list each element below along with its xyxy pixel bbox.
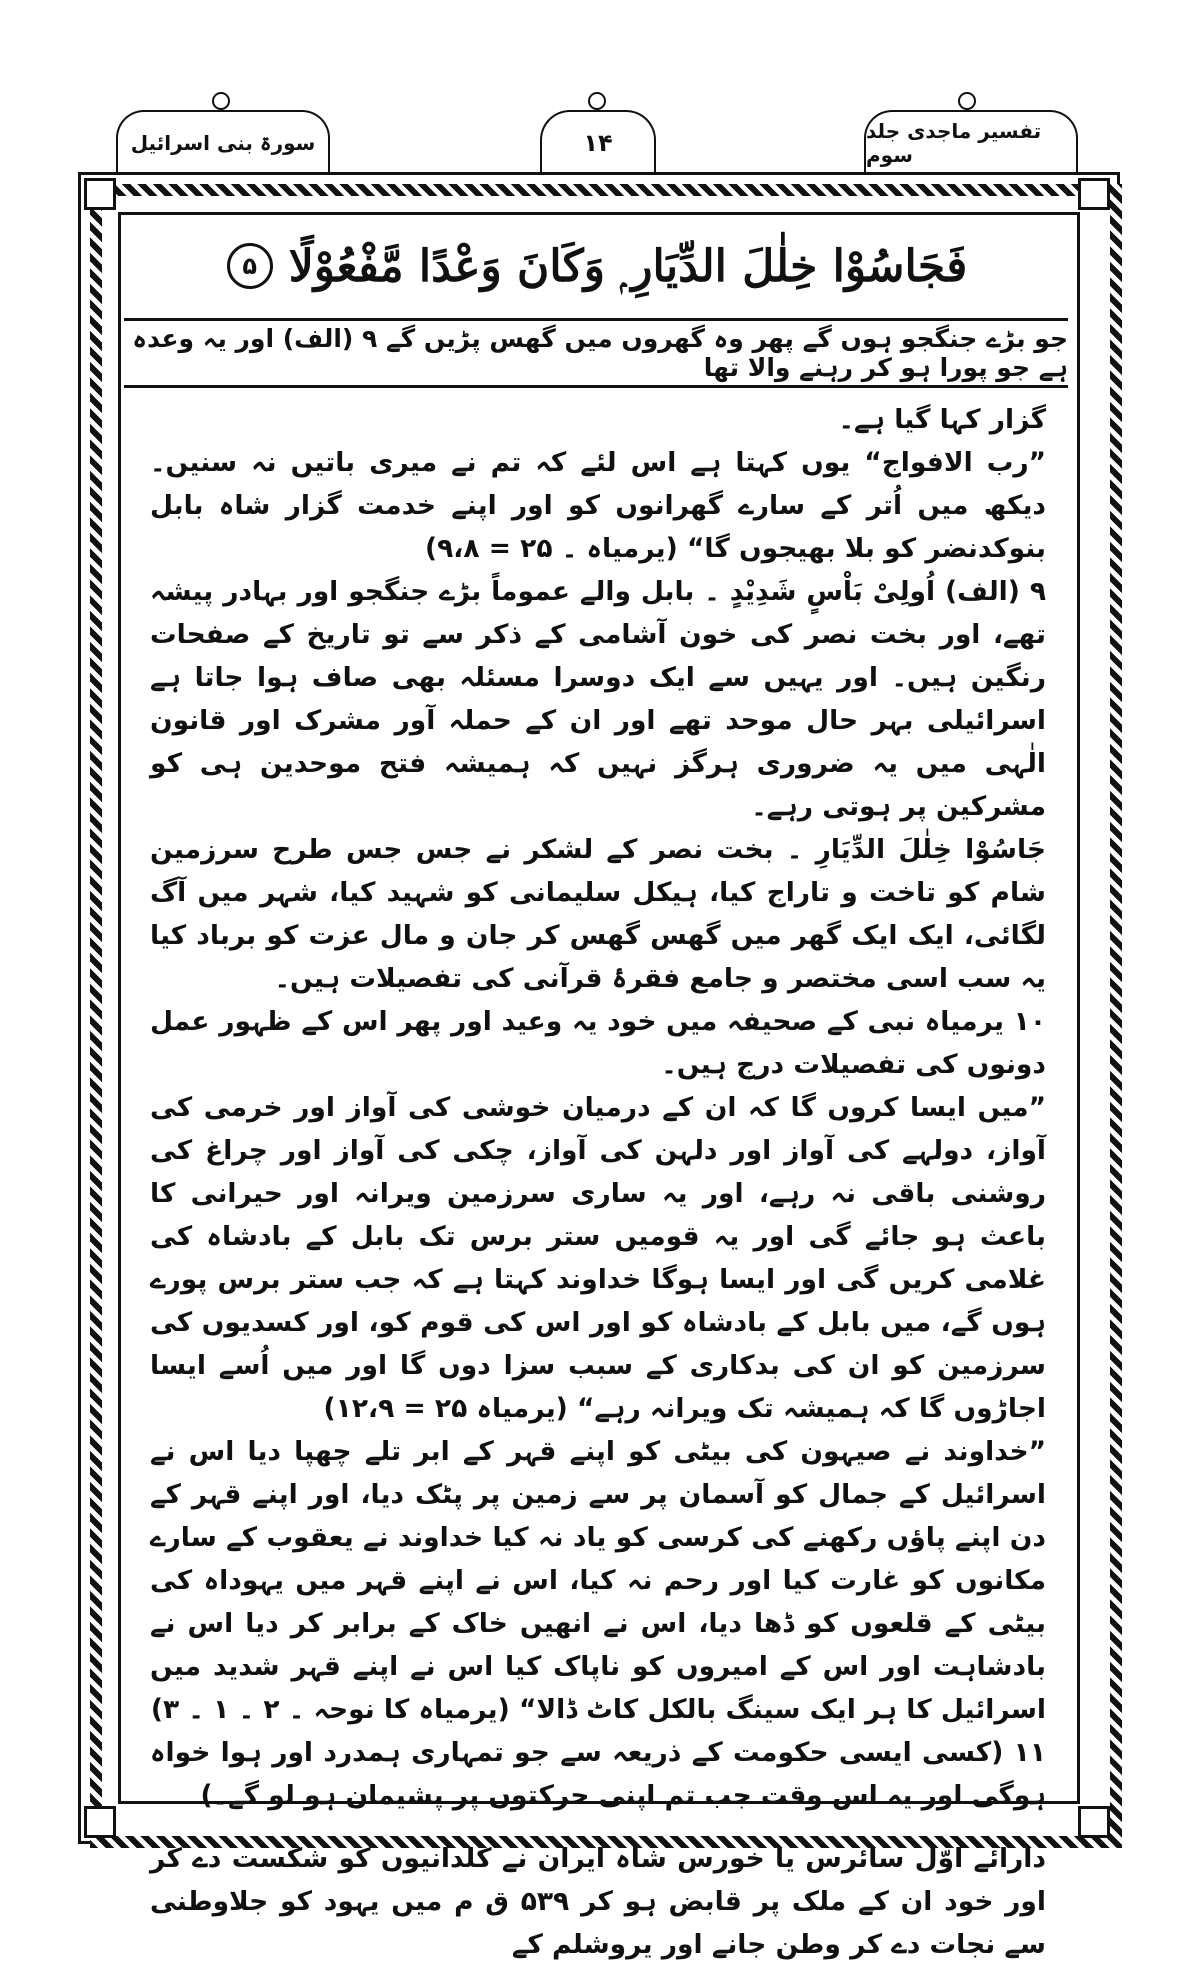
commentary <box>150 398 1046 1966</box>
verse-text: فَجَاسُوْا خِلٰلَ الدِّيَارِ ۭ وَكَانَ وَعْدًا مَّفْعُوْلًا <box>288 240 968 292</box>
commentary-paragraph: ”رب الافواج“ یوں کہتا ہے اس لئے کہ تم نے میری باتیں نہ سنیں۔ دیکھ میں اُتر کے سارے گھرانوں کو اور اپنے خدمت گزار شاہ بابل بنوکدنضر کو بلا بھیجوں گا“ (یرمیاہ ۔ ۲۵ = ۹،۸) <box>150 447 1046 564</box>
paragraph-gap <box>150 1817 1046 1837</box>
header-ornament-center <box>588 92 606 110</box>
verse-translation <box>124 318 1068 388</box>
commentary-paragraph: ۹ (الف) اُولِیْ بَاْسٍ شَدِیْدٍ ۔ بابل والے عموماً بڑے جنگجو اور بہادر پیشہ تھے، اور بخت نصر کی خون آشامی کے ذکر سے تو تاریخ کے صفحات رنگین ہیں۔ اور یہیں سے ایک دوسرا مسئلہ بھی صاف ہوا جاتا ہے اسرائیلی بہر حال موحد تھے اور ان کے حملہ آور مشرک اور قانون الٰہی میں یہ ضروری ہرگز نہیں کہ ہمیشہ فتح موحدین ہی کو مشرکین پر ہوتی رہے۔ <box>150 576 1046 822</box>
header-book-title-text: تفسیر ماجدی جلد سوم <box>866 119 1042 167</box>
commentary-paragraph: ”میں ایسا کروں گا کہ ان کے درمیان خوشی کی آواز اور خرمی کی آواز، دولہے کی آواز اور دلہن کی آواز، چکی کی آواز اور چراغ کی روشنی باقی نہ رہے، اور یہ ساری سرزمین ویرانہ اور حیرانی کا باعث ہو جائے گی اور یہ قومیں ستر برس تک بابل کے بادشاہ کی غلامی کریں گی اور ایسا ہوگا خداوند کہتا ہے کہ جب ستر برس پورے ہوں گے، میں بابل کے بادشاہ کو اور اس کی قوم کو، اور کسدیوں کی سرزمین کو ان کی بدکاری کے سبب سزا دوں گا اور میں اُسے ایسا اجاڑوں گا کہ ہمیشہ تک ویرانہ رہے“ (یرمیاہ ۲۵ = ۱۲،۹) <box>150 1092 1046 1424</box>
commentary-paragraph: ۱۰ یرمیاہ نبی کے صحیفہ میں خود یہ وعید اور پھر اس کے ظہور عمل دونوں کی تفصیلات درج ہیں۔ <box>150 1006 1046 1080</box>
verse-translation-text: جو بڑے جنگجو ہوں گے پھر وہ گھروں میں گھس پڑیں گے ۹ (الف) اور یہ وعدہ ہے جو پورا ہو کر رہنے والا تھا <box>132 324 1068 382</box>
header-ornament-right <box>958 92 976 110</box>
page-number <box>540 110 656 174</box>
header-ornament-left <box>212 92 230 110</box>
header-surah-name-text: سورۃ بنی اسرائیل <box>130 131 316 155</box>
corner-ornament-tl <box>84 178 116 210</box>
commentary-paragraph: گزار کہا گیا ہے۔ <box>838 404 1046 435</box>
commentary-paragraph: ۱۱ (کسی ایسی حکومت کے ذریعہ سے جو تمہاری ہمدرد اور ہوا خواہ ہوگی اور یہ اس وقت جب تم اپنی حرکتوں پر پشیمان ہو لو گے۔) <box>150 1737 1046 1811</box>
commentary-paragraph: دارائے اوّل سائرس یا خورس شاہ ایران نے کلدانیوں کو شکست دے کر اور خود ان کے ملک پر قابض ہو کر ۵۳۹ ق م میں یہود کو جلاوطنی سے نجات دے کر وطن جانے اور یروشلم کے <box>150 1843 1046 1960</box>
header-surah-name <box>116 110 330 174</box>
quran-verse <box>122 216 1072 316</box>
commentary-paragraph: ”خداوند نے صیہون کی بیٹی کو اپنے قہر کے ابر تلے چھپا دیا اس نے اسرائیل کے جمال کو آسمان پر سے زمین پر پٹک دیا، اور اپنے قہر کے دن اپنے پاؤں رکھنے کی کرسی کو یاد نہ کیا خداوند نے یعقوب کے سارے مکانوں کو غارت کیا اور رحم نہ کیا، اس نے اپنے قہر میں یہوداہ کی بیٹی کے قلعوں کو ڈھا دیا، اس نے انھیں خاک کے برابر کر دیا اس نے بادشاہت اور اس کے امیروں کو ناپاک کیا اس نے اپنے قہر شدید میں اسرائیل کا ہر ایک سینگ بالکل کاٹ ڈالا“ (یرمیاہ کا نوحہ ۔ ۲ ۔ ۱ ۔ ۳) <box>150 1436 1046 1725</box>
header-book-title <box>864 110 1078 174</box>
corner-ornament-tr <box>1078 178 1110 210</box>
corner-ornament-bl <box>84 1806 116 1838</box>
page-number-text: ۱۴ <box>583 129 613 157</box>
corner-ornament-br <box>1078 1806 1110 1838</box>
commentary-paragraph: جَاسُوْا خِلٰلَ الدِّیَارِ ۔ بخت نصر کے لشکر نے جس جس طرح سرزمین شام کو تاخت و تاراج کیا، ہیکل سلیمانی کو شہید کیا، شہر میں آگ لگائی، ایک ایک گھر میں گھس گھس کر جان و مال عزت کو برباد کیا یہ سب اسی مختصر و جامع فقرۂ قرآنی کی تفصیلات ہیں۔ <box>150 834 1046 994</box>
verse-number-icon: ۵ <box>227 243 273 289</box>
